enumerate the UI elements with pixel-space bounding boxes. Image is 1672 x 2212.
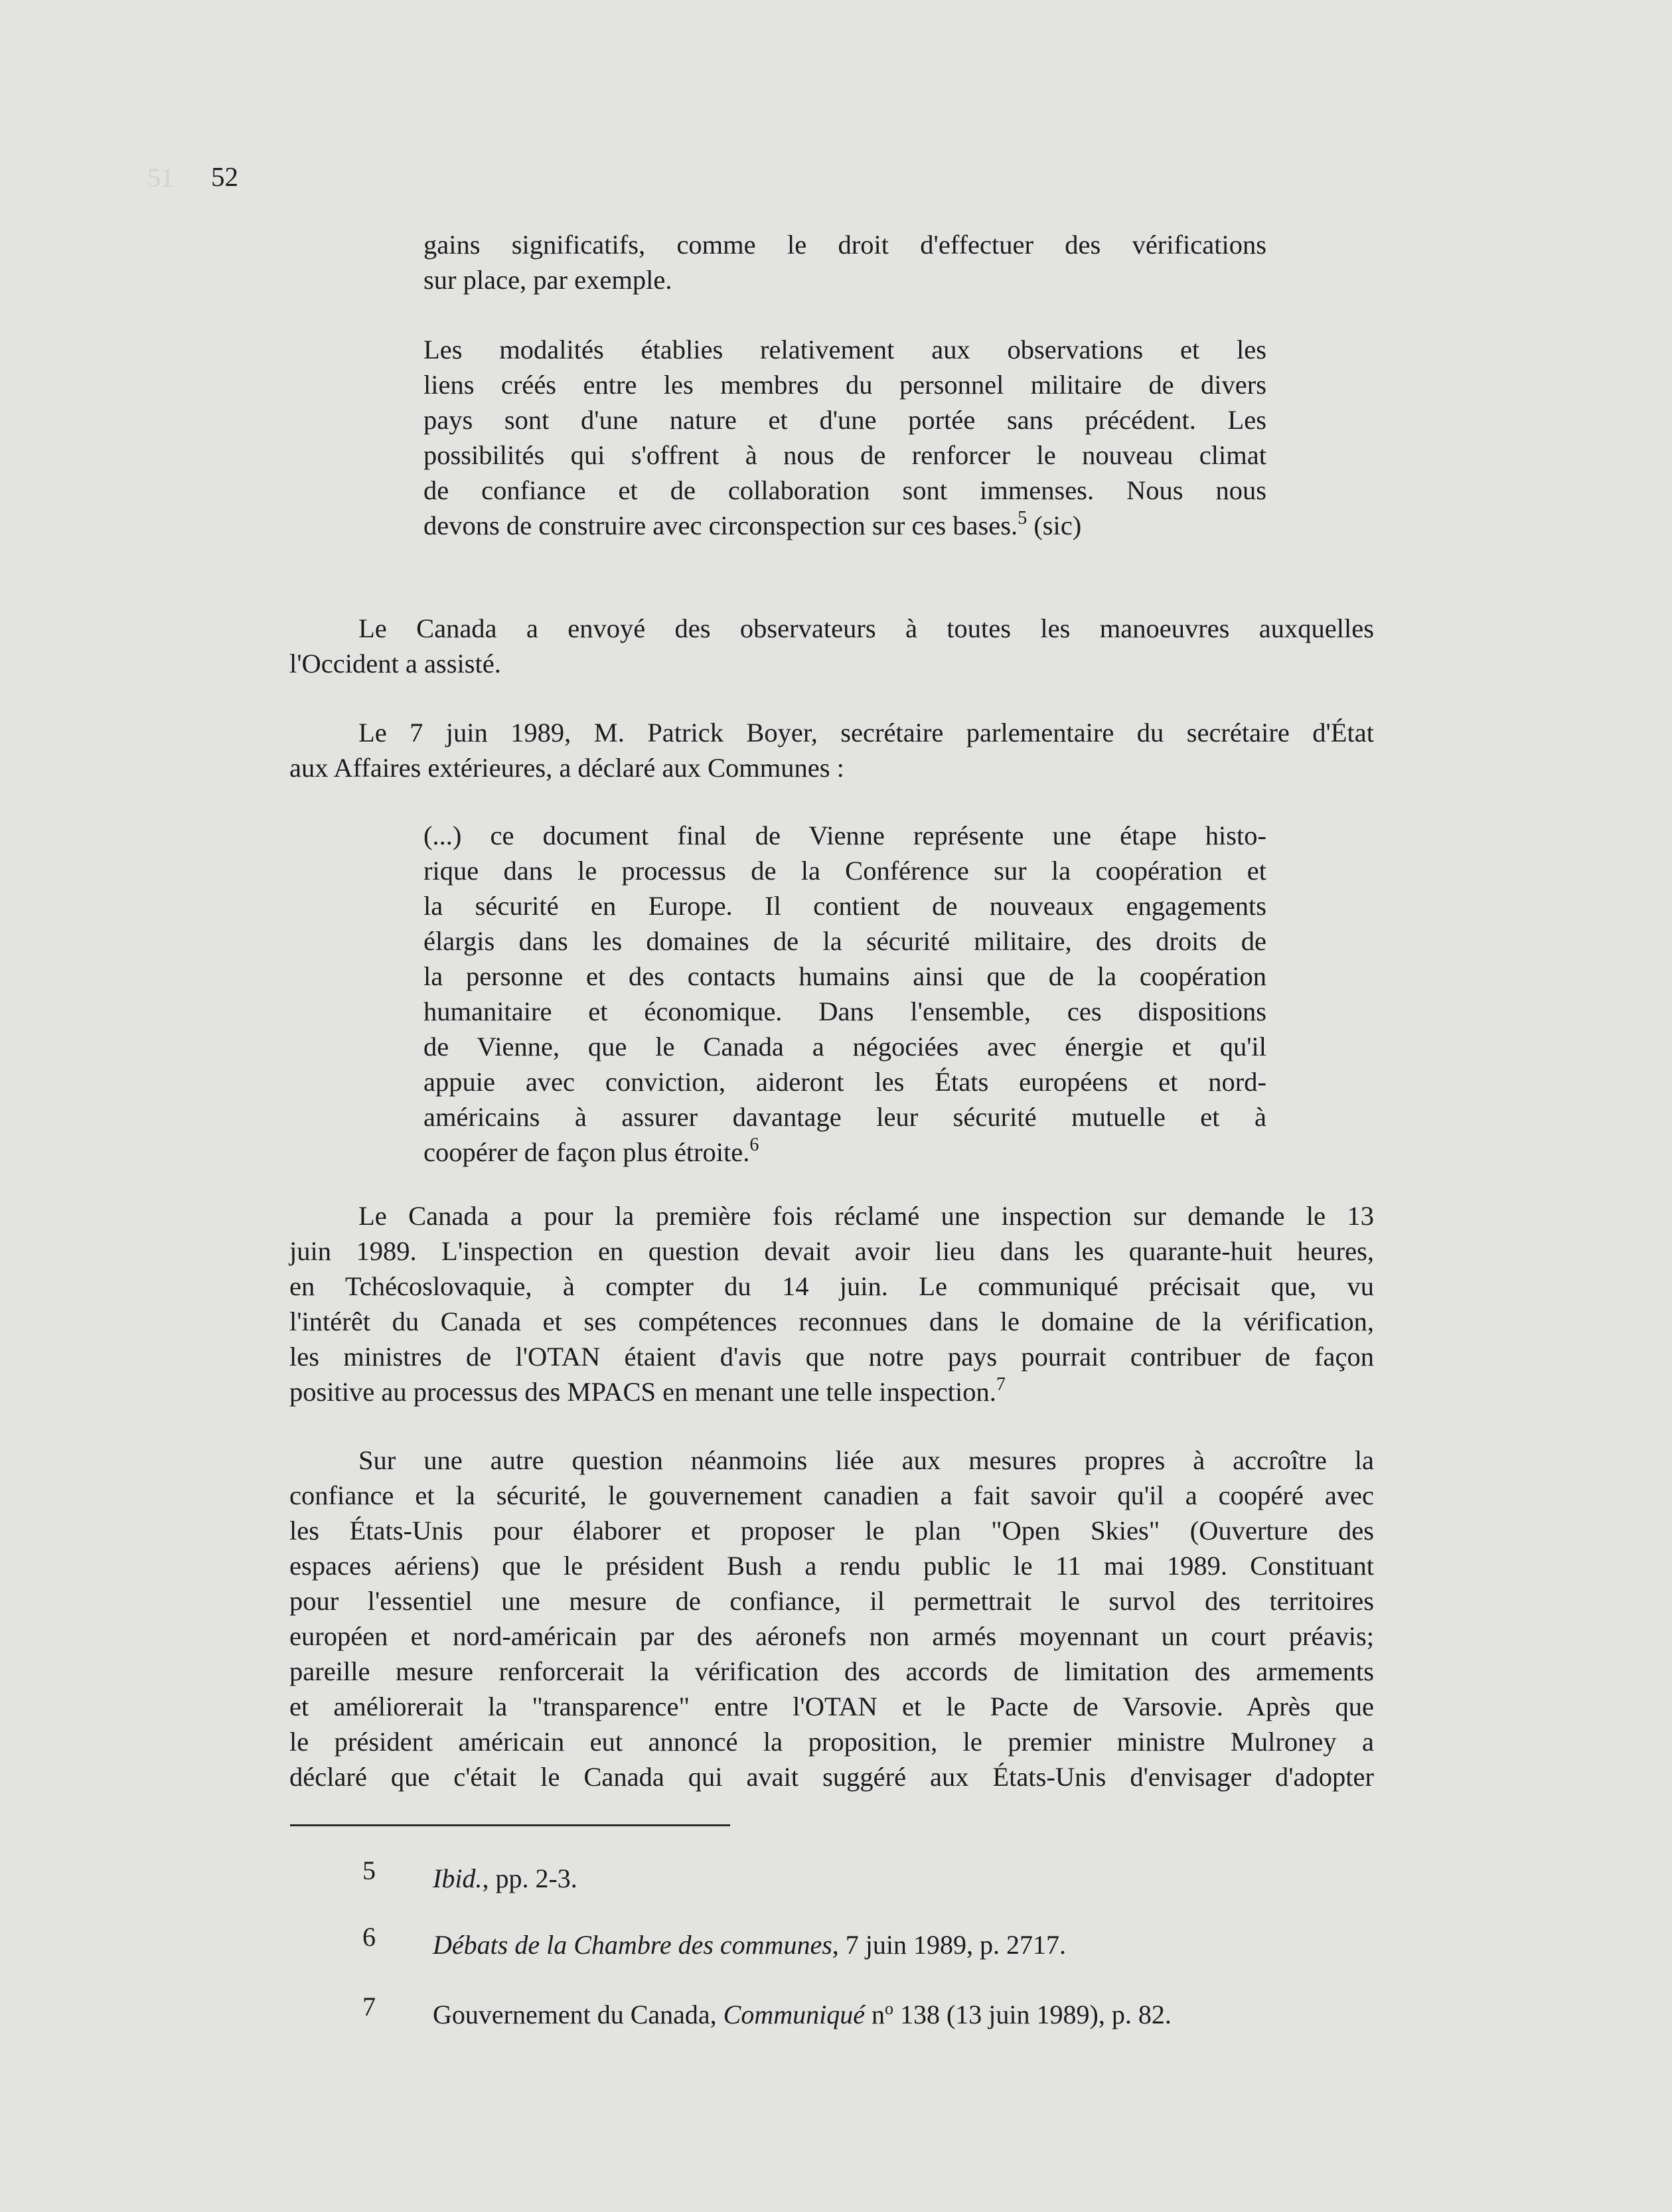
quote-line: gains significatifs, comme le droit d'effectuer des vérifications (423, 230, 1266, 260)
quote-line: Les modalités établies relativement aux observations et les (423, 335, 1266, 364)
quote-line: américains à assurer davantage leur sécurité mutuelle et à (423, 1102, 1266, 1132)
quote-line: la sécurité en Europe. Il contient de nouveaux engagements (423, 891, 1266, 921)
footnote-ref-5: 5 (1018, 508, 1027, 528)
paragraph-observers (289, 611, 1374, 681)
footnote-separator (290, 1824, 730, 1826)
quote-text: devons de construire avec circonspection sur ces bases. (423, 511, 1018, 540)
body-line: et améliorerait la "transparence" entre l'OTAN et le Pacte de Varsovie. Après que (289, 1692, 1374, 1721)
quote-line (423, 1135, 1266, 1170)
block-quote-vienne (423, 818, 1266, 1170)
body-line: déclaré que c'était le Canada qui avait suggéré aux États-Unis d'envisager d'adopter (289, 1762, 1374, 1792)
body-line: espaces aériens) que le président Bush a rendu public le 11 mai 1989. Constituant (289, 1551, 1374, 1581)
footnote-6 (0, 1921, 1672, 1960)
footnote-number: 5 (362, 1856, 376, 1885)
footnote-italic: Communiqué (723, 2000, 865, 2029)
quote-line: (...) ce document final de Vienne représente une étape histo- (423, 821, 1266, 850)
body-line (289, 1374, 1374, 1409)
quote-suffix: (sic) (1027, 511, 1082, 540)
quote-line: de confiance et de collaboration sont immenses. Nous nous (423, 475, 1266, 505)
quote-line: liens créés entre les membres du personnel militaire de divers (423, 370, 1266, 400)
quote-text: coopérer de façon plus étroite. (423, 1137, 750, 1167)
footnote-pre: Gouvernement du Canada, (433, 2000, 723, 2029)
footnote-ref-6: 6 (749, 1135, 759, 1155)
body-text: positive au processus des MPACS en menant une telle inspection. (289, 1377, 996, 1407)
body-line: les États-Unis pour élaborer et proposer le plan "Open Skies" (Ouverture des (289, 1516, 1374, 1545)
body-line: l'Occident a assisté. (289, 649, 501, 678)
footnote-italic: Ibid. (433, 1863, 483, 1893)
footnote-number: 6 (362, 1922, 376, 1952)
body-line: confiance et la sécurité, le gouvernement canadien a fait savoir qu'il a coopéré avec (289, 1480, 1374, 1510)
body-line: Le Canada a envoyé des observateurs à toutes les manoeuvres auxquelles (358, 613, 1374, 643)
footnote-number: 7 (362, 1992, 376, 2021)
footnote-5 (0, 1854, 1672, 1893)
bleed-through-page-number: 51 (147, 163, 174, 193)
footnote-7 (0, 1990, 1672, 2029)
block-quote-verification (423, 227, 1266, 297)
body-line: juin 1989. L'inspection en question devait avoir lieu dans les quarante-huit heures, (289, 1236, 1374, 1266)
quote-line: rique dans le processus de la Conférence sur la coopération et (423, 856, 1266, 886)
body-line: Sur une autre question néanmoins liée aux mesures propres à accroître la (358, 1445, 1374, 1475)
quote-line: possibilités qui s'offrent à nous de renforcer le nouveau climat (423, 440, 1266, 470)
paragraph-boyer (289, 715, 1374, 785)
footnote-rest: , 7 juin 1989, p. 2717. (832, 1930, 1066, 1960)
quote-line (423, 508, 1266, 543)
quote-line: la personne et des contacts humains ainsi que de la coopération (423, 961, 1266, 991)
footnote-text (433, 1929, 1066, 1962)
body-line: en Tchécoslovaquie, à compter du 14 juin. Le communiqué précisait que, vu (289, 1271, 1374, 1301)
footnote-italic: Débats de la Chambre des communes (433, 1930, 832, 1960)
page-number: 52 (211, 161, 238, 192)
block-quote-observations (423, 332, 1266, 543)
paragraph-open-skies (289, 1443, 1374, 1794)
quote-line: élargis dans les domaines de la sécurité militaire, des droits de (423, 926, 1266, 956)
quote-line: de Vienne, que le Canada a négociées avec énergie et qu'il (423, 1032, 1266, 1062)
body-line: Le 7 juin 1989, M. Patrick Boyer, secrétaire parlementaire du secrétaire d'État (358, 718, 1374, 748)
footnote-text (433, 1998, 1172, 2031)
footnote-rest: 138 (13 juin 1989), p. 82. (893, 2000, 1172, 2029)
footnote-text (433, 1862, 577, 1895)
quote-line: sur place, par exemple. (423, 265, 672, 295)
body-line: aux Affaires extérieures, a déclaré aux Communes : (289, 753, 844, 783)
body-line: les ministres de l'OTAN étaient d'avis que notre pays pourrait contribuer de façon (289, 1342, 1374, 1372)
body-line: européen et nord-américain par des aéronefs non armés moyennant un court préavis; (289, 1621, 1374, 1651)
footnote-superscript: o (884, 1999, 893, 2018)
footnote-ref-7: 7 (996, 1374, 1006, 1395)
body-line: pareille mesure renforcerait la vérification des accords de limitation des armements (289, 1656, 1374, 1686)
body-line: Le Canada a pour la première fois réclamé une inspection sur demande le 13 (358, 1201, 1374, 1231)
body-line: l'intérêt du Canada et ses compétences reconnues dans le domaine de la vérification, (289, 1306, 1374, 1336)
footnote-mid: n (864, 2000, 885, 2029)
quote-line: humanitaire et économique. Dans l'ensemble, ces dispositions (423, 996, 1266, 1026)
quote-line: pays sont d'une nature et d'une portée sans précédent. Les (423, 405, 1266, 435)
body-line: le président américain eut annoncé la proposition, le premier ministre Mulroney a (289, 1727, 1374, 1757)
quote-line: appuie avec conviction, aideront les États européens et nord- (423, 1067, 1266, 1097)
paragraph-inspection (289, 1198, 1374, 1409)
footnote-rest: , pp. 2-3. (482, 1863, 577, 1893)
body-line: pour l'essentiel une mesure de confiance, il permettrait le survol des territoires (289, 1586, 1374, 1616)
